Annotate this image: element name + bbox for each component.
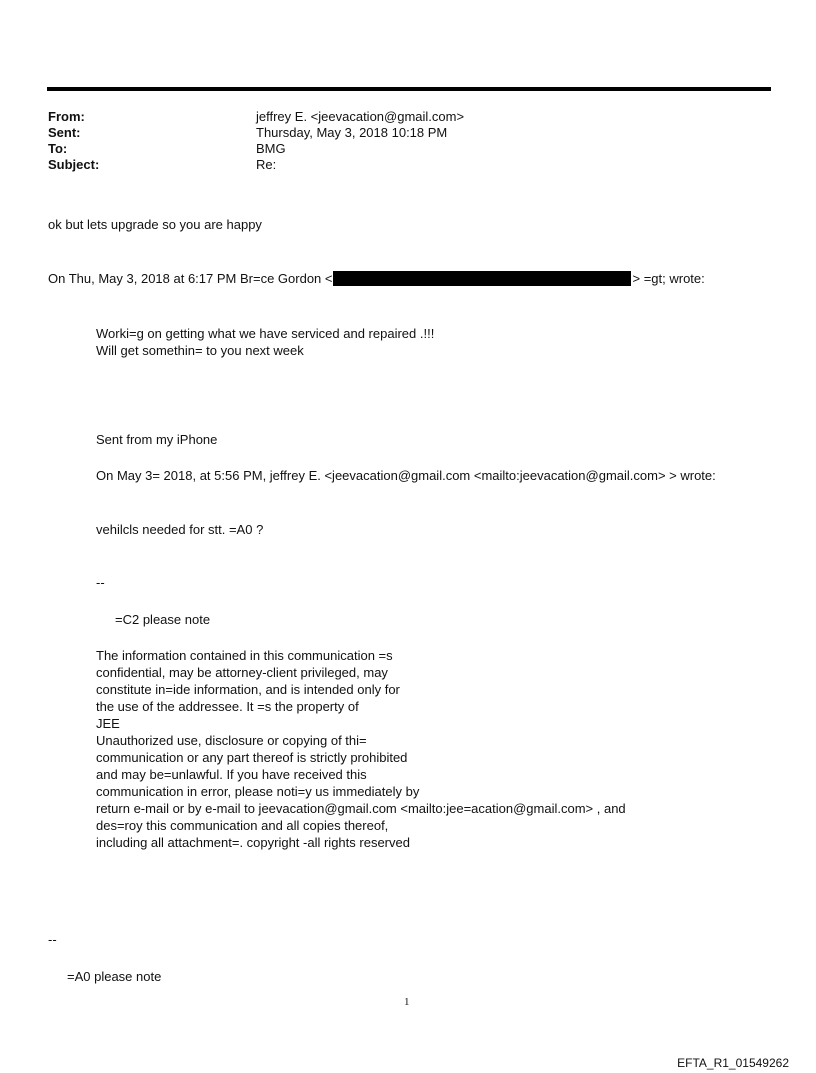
quote-intro (48, 271, 705, 287)
sent-value: Thursday, May 3, 2018 10:18 PM (256, 125, 448, 140)
quote-intro-after: > =gt; wrote: (632, 271, 705, 286)
sent-from-signature: Sent from my iPhone (96, 432, 218, 447)
disclaimer-line: confidential, may be attorney-client privileged, may (96, 665, 388, 680)
nested-please-note: =C2 please note (115, 612, 211, 627)
disclaimer-line: Unauthorized use, disclosure or copying of thi= (96, 733, 367, 748)
document-id: EFTA_R1_01549262 (677, 1056, 789, 1070)
disclaimer-line: des=roy this communication and all copies thereof, (96, 818, 389, 833)
footer-separator: -- (48, 932, 57, 947)
to-row (48, 141, 464, 157)
quote-intro-before: On Thu, May 3, 2018 at 6:17 PM Br=ce Gordon < (48, 271, 333, 286)
nested-separator: -- (96, 575, 105, 590)
disclaimer-line: constitute in=ide information, and is intended only for (96, 682, 400, 697)
subject-value: Re: (256, 157, 277, 172)
quoted-line: Will get somethin= to you next week (96, 343, 304, 358)
disclaimer-line: JEE (96, 716, 120, 731)
from-row (48, 109, 464, 125)
page-number: 1 (404, 996, 410, 1008)
quoted-line: Worki=g on getting what we have serviced and repaired .!!! (96, 326, 435, 341)
to-label: To: (48, 141, 68, 156)
redaction-box (333, 271, 631, 286)
sent-label: Sent: (48, 125, 81, 140)
subject-label: Subject: (48, 157, 100, 172)
disclaimer (96, 647, 626, 851)
nested-message: vehilcls needed for stt. =A0 ? (96, 522, 264, 537)
reply-text: ok but lets upgrade so you are happy (48, 217, 262, 232)
disclaimer-line: including all attachment=. copyright -all rights reserved (96, 835, 410, 850)
disclaimer-line: communication in error, please noti=y us immediately by (96, 784, 420, 799)
from-label: From: (48, 109, 85, 124)
disclaimer-line: the use of the addressee. It =s the property of (96, 699, 359, 714)
nested-quote-intro: On May 3= 2018, at 5:56 PM, jeffrey E. <jeevacation@gmail.com <mailto:jeevacation@gmail.com> > wrote: (96, 468, 716, 483)
email-header (48, 109, 464, 173)
to-value: BMG (256, 141, 286, 156)
from-value: jeffrey E. <jeevacation@gmail.com> (256, 109, 465, 124)
footer-please-note: =A0 please note (67, 969, 162, 984)
quoted-message (96, 325, 434, 359)
disclaimer-line: return e-mail or by e-mail to jeevacation@gmail.com <mailto:jee=acation@gmail.com> , and (96, 801, 626, 816)
sent-row (48, 125, 464, 141)
disclaimer-line: communication or any part thereof is strictly prohibited (96, 750, 408, 765)
disclaimer-line: The information contained in this communication =s (96, 648, 393, 663)
subject-row (48, 157, 464, 173)
disclaimer-line: and may be=unlawful. If you have received this (96, 767, 367, 782)
header-rule (47, 87, 771, 91)
